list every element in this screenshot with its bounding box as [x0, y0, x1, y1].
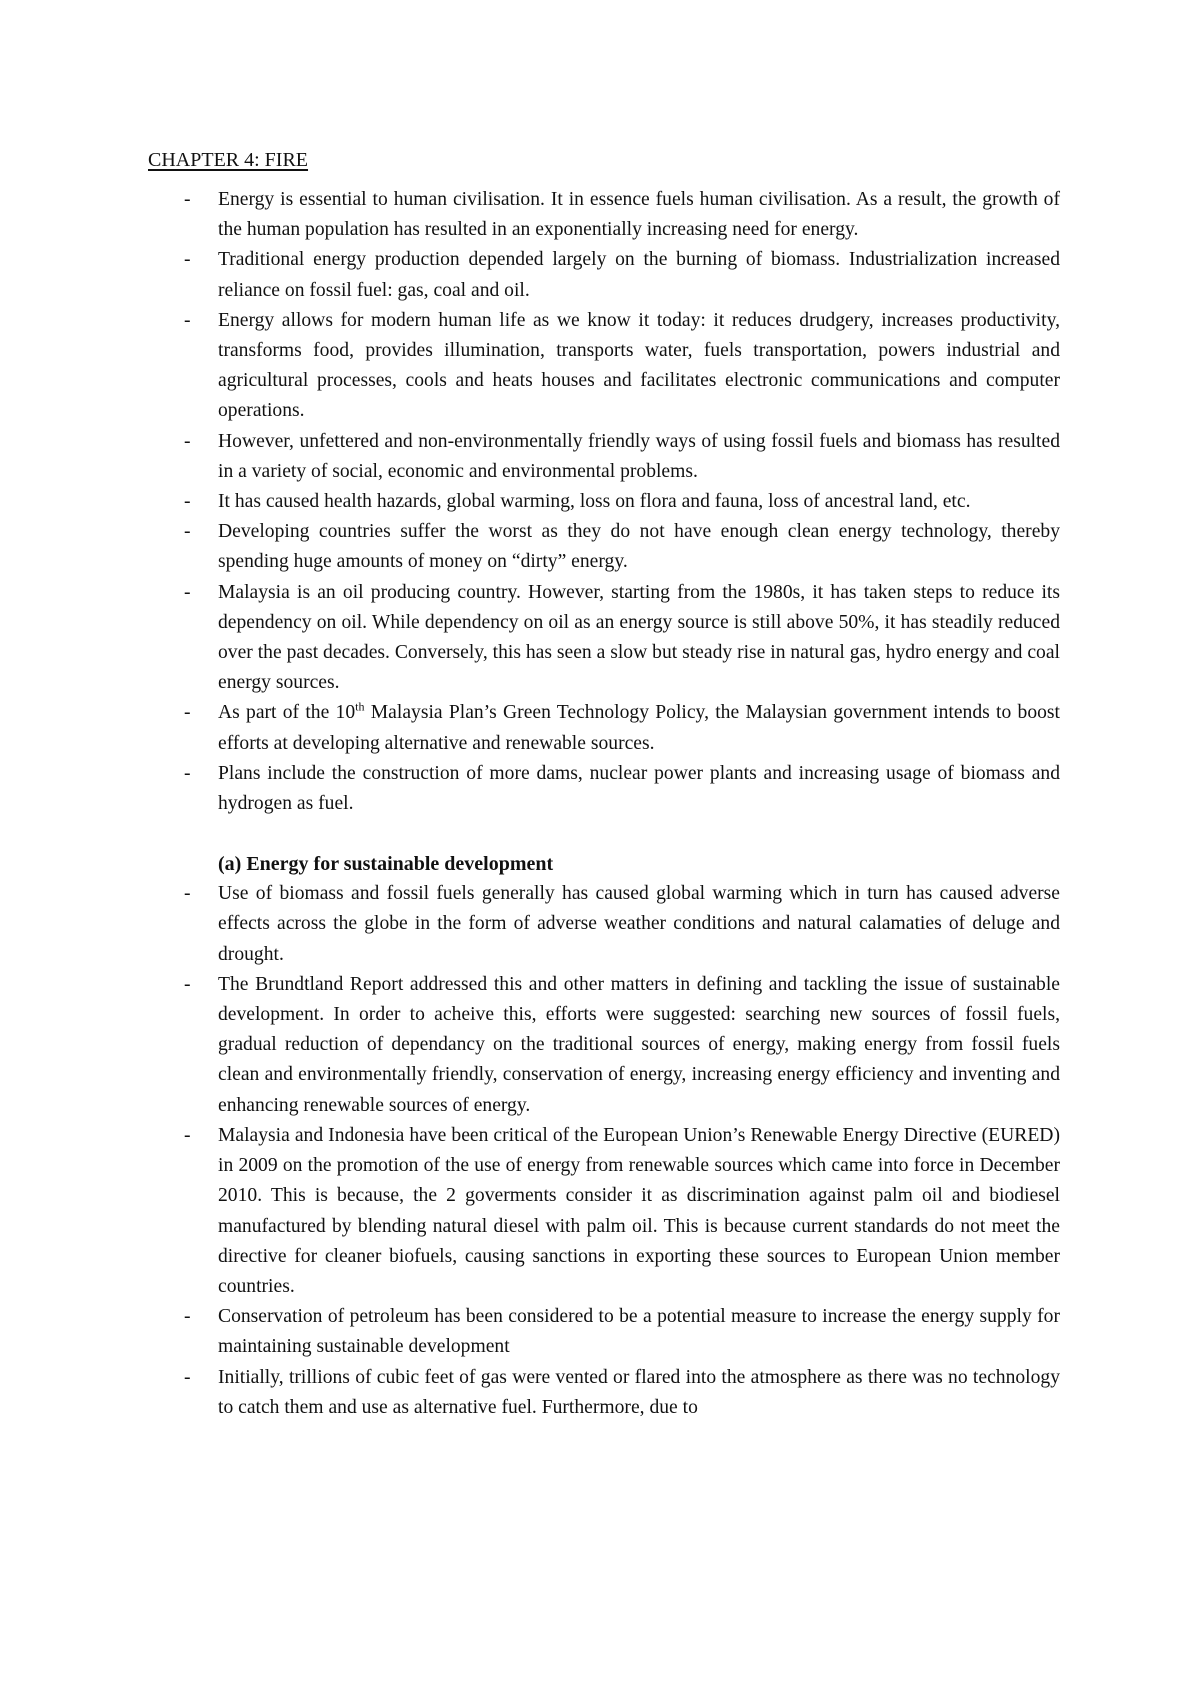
bullet-item	[148, 517, 1060, 577]
bullet-text: However, unfettered and non-environmentally friendly ways of using fossil fuels and biomass has resulted in a variety of social, economic and environmental problems.	[218, 430, 1060, 482]
bullet-list-sustainable	[148, 879, 1060, 1423]
bullet-dash: -	[184, 491, 191, 513]
bullet-dash: -	[184, 883, 191, 905]
bullet-text: It has caused health hazards, global warming, loss on flora and fauna, loss of ancestral land, etc.	[218, 491, 971, 513]
bullet-dash: -	[184, 1124, 191, 1146]
bullet-item	[148, 185, 1060, 245]
bullet-text: Initially, trillions of cubic feet of gas were vented or flared into the atmosphere as there was no technology to catch them and use as alternative fuel. Furthermore, due to	[218, 1366, 1060, 1418]
bullet-item	[148, 970, 1060, 1121]
bullet-dash: -	[184, 430, 191, 452]
chapter-title: CHAPTER 4: FIRE	[148, 149, 309, 171]
section-heading: (a) Energy for sustainable development	[218, 853, 554, 876]
bullet-dash: -	[184, 762, 191, 784]
bullet-text: Conservation of petroleum has been considered to be a potential measure to increase the energy supply for maintaining sustainable development	[218, 1306, 1060, 1358]
bullet-item	[148, 1302, 1060, 1362]
bullet-dash: -	[184, 309, 191, 331]
bullet-list-intro	[148, 185, 1060, 819]
bullet-dash: -	[184, 1306, 191, 1328]
bullet-item	[148, 1363, 1060, 1423]
bullet-text: Malaysia and Indonesia have been critical of the European Union’s Renewable Energy Directive (EURED) in 2009 on the promotion of the use of energy from renewable sources which came into force in December 2010. This is because, the 2 goverments consider it as discrimination against palm oil and biodiesel manufactured by blending natural diesel with palm oil. This is because current standards do not meet the directive for cleaner biofuels, causing sanctions in exporting these sources to European Union member countries.	[218, 1124, 1060, 1297]
bullet-item	[148, 427, 1060, 487]
bullet-dash: -	[184, 702, 191, 724]
bullet-text: Plans include the construction of more dams, nuclear power plants and increasing usage of biomass and hydrogen as fuel.	[218, 762, 1060, 815]
bullet-item	[148, 759, 1060, 819]
bullet-item	[148, 1121, 1060, 1302]
bullet-dash: -	[184, 189, 191, 210]
bullet-item	[148, 578, 1060, 699]
bullet-text: Traditional energy production depended largely on the burning of biomass. Industrialization increased reliance on fossil fuel: gas, coal and oil.	[218, 249, 1060, 301]
bullet-item	[148, 487, 1060, 517]
bullet-text: Developing countries suffer the worst as they do not have enough clean energy technology, thereby spending huge amounts of money on “dirty” energy.	[218, 521, 1060, 573]
ordinal-superscript: th	[355, 699, 365, 714]
bullet-item	[148, 245, 1060, 305]
bullet-text-after: Malaysia Plan’s Green Technology Policy, the Malaysian government intends to boost efforts at developing alternative and renewable sources.	[218, 702, 1061, 754]
document-page	[148, 145, 1060, 1423]
bullet-dash: -	[184, 1366, 191, 1388]
bullet-dash: -	[184, 521, 191, 543]
bullet-dash: -	[184, 973, 191, 995]
bullet-text: Malaysia is an oil producing country. However, starting from the 1980s, it has taken steps to reduce its dependency on oil. While dependency on oil as an energy source is still above 50%, it has steadily reduced over the past decades. Conversely, this has seen a slow but steady rise in natural gas, hydro energy and coal energy sources.	[218, 581, 1060, 694]
bullet-item-malaysia-plan	[148, 698, 1060, 758]
bullet-text: Energy is essential to human civilisation. It in essence fuels human civilisation. As a result, the growth of the human population has resulted in an exponentially increasing need for energy.	[218, 189, 1060, 241]
bullet-dash: -	[184, 581, 191, 603]
bullet-text: Energy allows for modern human life as we know it today: it reduces drudgery, increases productivity, transforms food, provides illumination, transports water, fuels transportation, powers industrial and agricultural processes, cools and heats houses and facilitates electronic communications and computer operations.	[218, 309, 1060, 422]
bullet-text: Use of biomass and fossil fuels generally has caused global warming which in turn has caused adverse effects across the globe in the form of adverse weather conditions and natural calamaties of deluge and drought.	[218, 883, 1060, 965]
bullet-text-before: As part of the 10	[218, 702, 356, 724]
bullet-dash: -	[184, 249, 191, 271]
bullet-item	[148, 306, 1060, 427]
bullet-item	[148, 879, 1060, 970]
bullet-text: The Brundtland Report addressed this and other matters in defining and tackling the issue of sustainable development. In order to acheive this, efforts were suggested: searching new sources of fossil fuels, gradual reduction of dependancy on the traditional sources of energy, making energy from fossil fuels clean and environmentally friendly, conservation of energy, increasing energy efficiency and inventing and enhancing renewable sources of energy.	[218, 973, 1060, 1116]
